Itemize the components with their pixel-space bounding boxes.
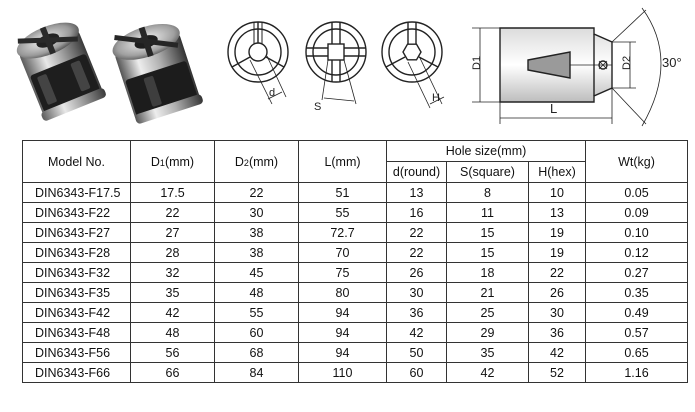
cell-weight: 0.57 <box>586 323 688 343</box>
cell-weight: 1.16 <box>586 363 688 383</box>
collet-photo-right <box>102 12 212 134</box>
table-row <box>23 343 688 363</box>
cell-l: 55 <box>299 203 387 223</box>
cell-d-round: 30 <box>387 283 447 303</box>
label-d2: D2 <box>621 55 633 70</box>
cell-weight: 0.65 <box>586 343 688 363</box>
cell-h-hex: 30 <box>529 303 586 323</box>
cell-d-round: 36 <box>387 303 447 323</box>
cell-weight: 0.09 <box>586 203 688 223</box>
cell-weight: 0.27 <box>586 263 688 283</box>
cell-h-hex: 10 <box>529 183 586 203</box>
cell-d2: 84 <box>215 363 299 383</box>
cell-l: 94 <box>299 323 387 343</box>
cell-s-square: 42 <box>447 363 529 383</box>
col-header-d2: D2(mm) <box>215 141 299 183</box>
cell-l: 94 <box>299 343 387 363</box>
cell-d2: 30 <box>215 203 299 223</box>
end-view-square <box>306 22 366 104</box>
label-l: L <box>550 101 558 116</box>
cell-d2: 38 <box>215 223 299 243</box>
col-header-d1: D1(mm) <box>131 141 215 183</box>
cell-model: DIN6343-F17.5 <box>23 183 131 203</box>
cell-d2: 55 <box>215 303 299 323</box>
collet-technical-drawing <box>210 0 695 138</box>
cell-weight: 0.10 <box>586 223 688 243</box>
cell-s-square: 35 <box>447 343 529 363</box>
table-row <box>23 223 688 243</box>
cell-l: 80 <box>299 283 387 303</box>
cell-weight: 0.49 <box>586 303 688 323</box>
col-header-d-round: d(round) <box>387 162 447 183</box>
table-row <box>23 303 688 323</box>
cell-s-square: 11 <box>447 203 529 223</box>
cell-s-square: 8 <box>447 183 529 203</box>
cell-s-square: 21 <box>447 283 529 303</box>
collet-photo-left <box>5 8 115 130</box>
cell-h-hex: 19 <box>529 243 586 263</box>
cell-h-hex: 42 <box>529 343 586 363</box>
cell-d1: 22 <box>131 203 215 223</box>
cell-d-round: 22 <box>387 243 447 263</box>
table-row <box>23 243 688 263</box>
cell-d1: 27 <box>131 223 215 243</box>
cell-l: 72.7 <box>299 223 387 243</box>
cell-model: DIN6343-F66 <box>23 363 131 383</box>
cell-model: DIN6343-F35 <box>23 283 131 303</box>
header-illustrations <box>0 0 695 138</box>
cell-s-square: 25 <box>447 303 529 323</box>
cell-d1: 42 <box>131 303 215 323</box>
label-s: S <box>314 101 322 113</box>
cell-d-round: 13 <box>387 183 447 203</box>
label-angle: 30° <box>662 55 682 70</box>
spec-table <box>22 140 688 383</box>
cell-h-hex: 36 <box>529 323 586 343</box>
cell-weight: 0.12 <box>586 243 688 263</box>
cell-model: DIN6343-F28 <box>23 243 131 263</box>
cell-d-round: 42 <box>387 323 447 343</box>
table-row <box>23 263 688 283</box>
cell-d1: 32 <box>131 263 215 283</box>
cell-l: 94 <box>299 303 387 323</box>
table-row <box>23 283 688 303</box>
cell-d2: 38 <box>215 243 299 263</box>
cell-d-round: 16 <box>387 203 447 223</box>
cell-d-round: 22 <box>387 223 447 243</box>
label-d1: D1 <box>471 55 483 70</box>
cell-l: 110 <box>299 363 387 383</box>
end-view-round <box>228 22 288 104</box>
col-header-weight: Wt(kg) <box>586 141 688 183</box>
cell-d-round: 60 <box>387 363 447 383</box>
cell-model: DIN6343-F22 <box>23 203 131 223</box>
cell-h-hex: 19 <box>529 223 586 243</box>
cell-d-round: 50 <box>387 343 447 363</box>
label-d: d <box>269 87 276 99</box>
cell-d2: 45 <box>215 263 299 283</box>
cell-model: DIN6343-F56 <box>23 343 131 363</box>
cell-d1: 66 <box>131 363 215 383</box>
cell-d2: 68 <box>215 343 299 363</box>
cell-model: DIN6343-F48 <box>23 323 131 343</box>
cell-weight: 0.35 <box>586 283 688 303</box>
col-header-h-hex: H(hex) <box>529 162 586 183</box>
table-row <box>23 183 688 203</box>
col-header-model: Model No. <box>23 141 131 183</box>
table-row <box>23 323 688 343</box>
cell-model: DIN6343-F32 <box>23 263 131 283</box>
cell-model: DIN6343-F27 <box>23 223 131 243</box>
table-row <box>23 363 688 383</box>
cell-model: DIN6343-F42 <box>23 303 131 323</box>
cell-h-hex: 22 <box>529 263 586 283</box>
cell-d1: 17.5 <box>131 183 215 203</box>
col-header-s-square: S(square) <box>447 162 529 183</box>
cell-d2: 22 <box>215 183 299 203</box>
cell-d-round: 26 <box>387 263 447 283</box>
spec-table-body <box>23 183 688 383</box>
col-header-hole-size: Hole size(mm) <box>387 141 586 162</box>
label-h: H <box>432 92 440 104</box>
cell-d2: 60 <box>215 323 299 343</box>
cell-weight: 0.05 <box>586 183 688 203</box>
table-row <box>23 203 688 223</box>
cell-h-hex: 52 <box>529 363 586 383</box>
cell-d2: 48 <box>215 283 299 303</box>
cell-h-hex: 26 <box>529 283 586 303</box>
col-header-l: L(mm) <box>299 141 387 183</box>
cell-d1: 56 <box>131 343 215 363</box>
cell-d1: 48 <box>131 323 215 343</box>
cell-s-square: 15 <box>447 243 529 263</box>
cell-s-square: 15 <box>447 223 529 243</box>
cell-d1: 35 <box>131 283 215 303</box>
cell-s-square: 29 <box>447 323 529 343</box>
cell-h-hex: 13 <box>529 203 586 223</box>
cell-l: 70 <box>299 243 387 263</box>
cell-d1: 28 <box>131 243 215 263</box>
cell-l: 75 <box>299 263 387 283</box>
cell-s-square: 18 <box>447 263 529 283</box>
cell-l: 51 <box>299 183 387 203</box>
